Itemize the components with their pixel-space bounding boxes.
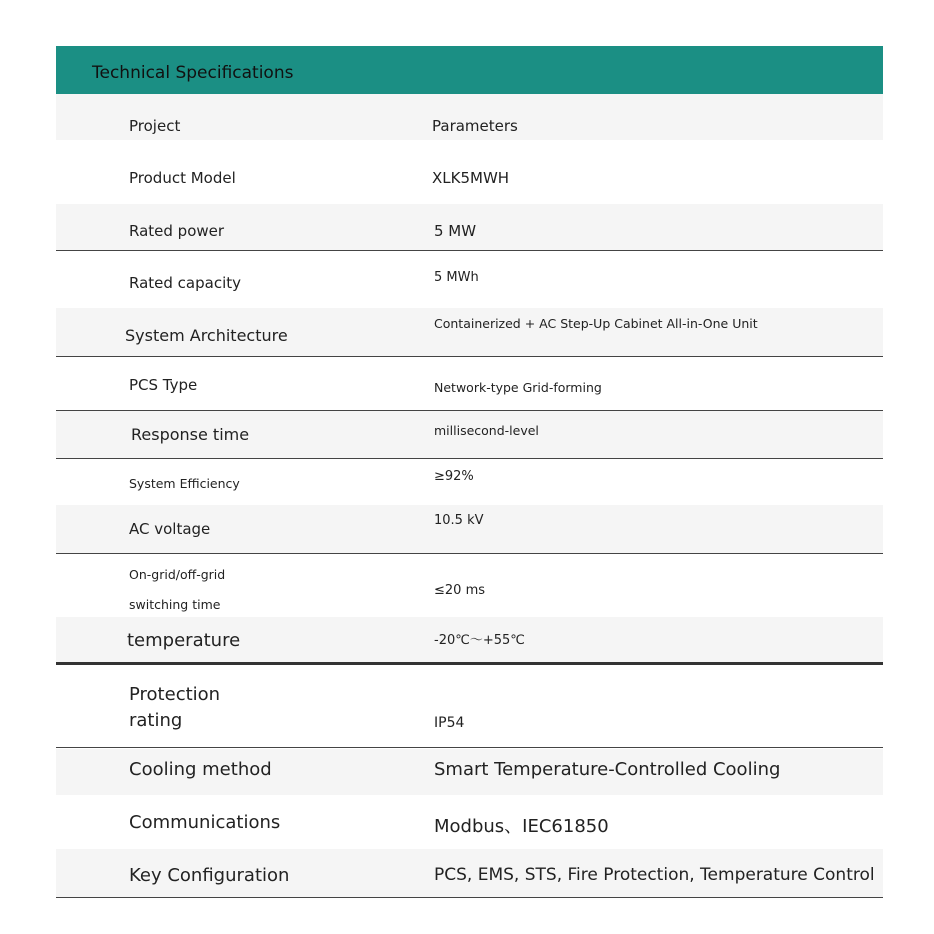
- spec-value: Smart Temperature-Controlled Cooling: [434, 759, 781, 780]
- row-divider: [56, 747, 883, 748]
- spec-label: System Efficiency: [129, 476, 240, 491]
- spec-label-line2: switching time: [129, 597, 221, 612]
- spec-value: Network-type Grid-forming: [434, 380, 602, 395]
- spec-value: XLK5MWH: [432, 169, 510, 187]
- spec-value: IP54: [434, 715, 465, 731]
- spec-label: Response time: [131, 425, 250, 444]
- column-header-parameters: Parameters: [432, 117, 518, 135]
- row-divider: [56, 458, 883, 459]
- spec-label: Rated capacity: [129, 274, 242, 292]
- spec-value: millisecond-level: [434, 423, 539, 438]
- spec-label: System Architecture: [125, 326, 288, 345]
- table-title: Technical Specifications: [92, 63, 294, 83]
- row-divider: [56, 897, 883, 898]
- spec-label: temperature: [127, 630, 241, 651]
- spec-value: 5 MW: [434, 222, 477, 240]
- spec-value: ≥92%: [434, 469, 474, 484]
- spec-value: Containerized + AC Step-Up Cabinet All-in-One Unit: [434, 316, 758, 331]
- spec-value: 10.5 kV: [434, 513, 484, 528]
- spec-label: Product Model: [129, 169, 236, 187]
- spec-label: Cooling method: [129, 759, 272, 780]
- spec-label: AC voltage: [129, 520, 211, 538]
- spec-label-line2: rating: [129, 710, 183, 731]
- spec-value: ≤20 ms: [434, 583, 486, 598]
- spec-label: PCS Type: [129, 376, 198, 394]
- row-divider-thick: [56, 662, 883, 665]
- column-header-project: Project: [129, 117, 181, 135]
- spec-value: 5 MWh: [434, 270, 479, 285]
- spec-label-line1: On-grid/off-grid: [129, 567, 226, 582]
- spec-value: PCS, EMS, STS, Fire Protection, Temperature Control: [434, 865, 875, 885]
- spec-value: Modbus、IEC61850: [434, 816, 609, 837]
- spec-label: Communications: [129, 812, 281, 833]
- spec-label-line1: Protection: [129, 684, 221, 705]
- row-divider: [56, 356, 883, 357]
- spec-table-header: [56, 46, 883, 94]
- spec-label: Rated power: [129, 222, 225, 240]
- spec-label: Key Configuration: [129, 865, 290, 886]
- row-divider: [56, 410, 883, 411]
- spec-value: -20℃～+55℃: [434, 633, 525, 648]
- row-divider: [56, 553, 883, 554]
- row-divider: [56, 250, 883, 251]
